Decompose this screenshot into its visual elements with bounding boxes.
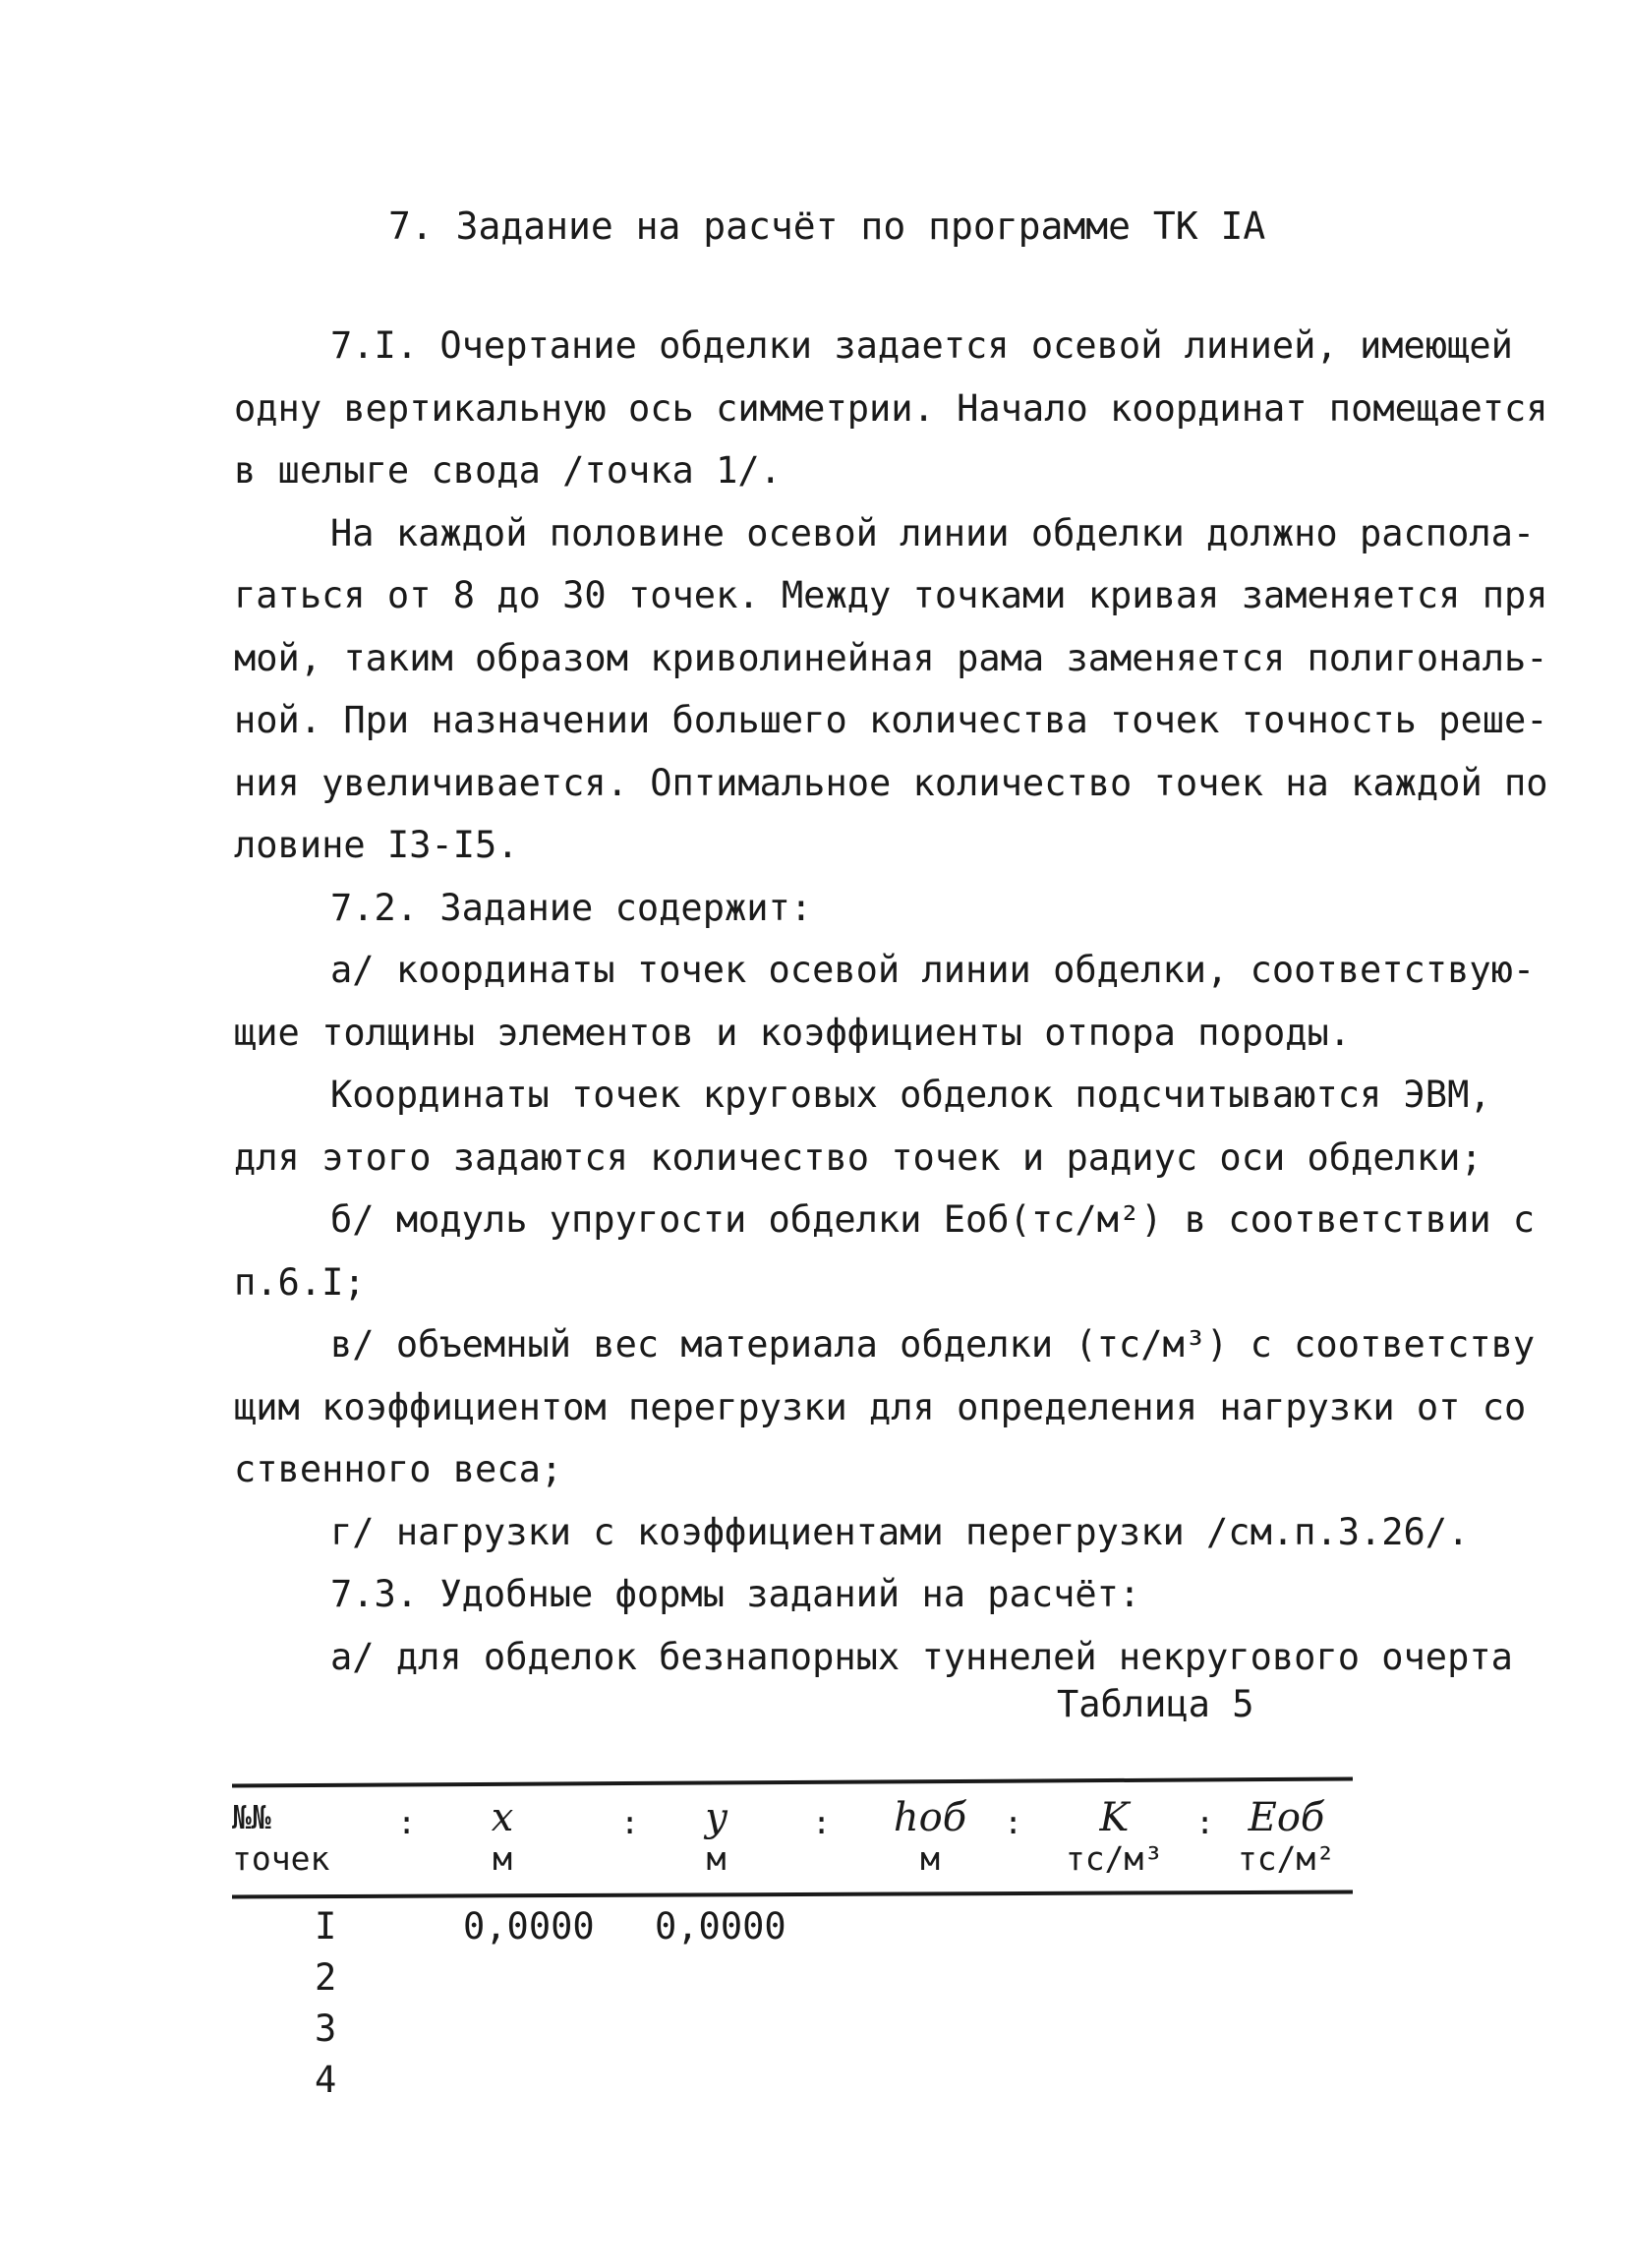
text-line: а/ координаты точек осевой линии обделки, соответствую- bbox=[330, 949, 1536, 991]
header-h-unit: м bbox=[920, 1839, 940, 1878]
header-h bbox=[842, 1797, 1018, 1880]
text-line: для этого задаются количество точек и радиус оси обделки; bbox=[234, 1135, 1483, 1179]
text-line: ния увеличивается. Оптимальное количество точек на каждой по bbox=[234, 761, 1548, 804]
row-number: 4 bbox=[315, 2059, 337, 2101]
header-separator: : bbox=[1195, 1804, 1215, 1841]
row-number: 3 bbox=[315, 2007, 337, 2050]
table-caption: Таблица 5 bbox=[1057, 1683, 1254, 1725]
header-x bbox=[429, 1797, 576, 1880]
table-row bbox=[232, 2007, 1353, 2059]
table-header-rule bbox=[232, 1890, 1353, 1899]
text-line: Координаты точек круговых обделок подсчитываются ЭВМ, bbox=[330, 1074, 1491, 1116]
text-line: 7.3. Удобные формы заданий на расчёт: bbox=[330, 1573, 1141, 1615]
text-line: б/ модуль упругости обделки Eоб(тс/м²) в соответствии с bbox=[330, 1198, 1536, 1241]
row-number: 2 bbox=[315, 1956, 337, 1999]
section-title: 7. Задание на расчёт по программе ТК IA bbox=[388, 204, 1266, 248]
header-e-unit: тс/м² bbox=[1237, 1839, 1336, 1878]
text-line: в шелыге свода /точка 1/. bbox=[234, 449, 782, 492]
row-x-value: 0,0000 bbox=[463, 1905, 595, 1948]
header-k-unit: тс/м³ bbox=[1065, 1839, 1164, 1878]
header-h-symbol: hоб bbox=[893, 1795, 967, 1840]
text-line: ственного веса; bbox=[234, 1448, 563, 1490]
header-separator: : bbox=[1004, 1804, 1023, 1841]
table-row bbox=[232, 2059, 1353, 2110]
header-separator: : bbox=[812, 1804, 832, 1841]
header-x-unit: м bbox=[493, 1839, 512, 1878]
header-y bbox=[650, 1797, 783, 1880]
header-x-symbol: x bbox=[491, 1795, 514, 1840]
header-e bbox=[1220, 1797, 1353, 1880]
table-top-rule bbox=[232, 1777, 1353, 1788]
text-line: ловине I3-I5. bbox=[234, 824, 519, 866]
text-line: щие толщины элементов и коэффициенты отпора породы. bbox=[234, 1011, 1352, 1054]
header-y-unit: м bbox=[706, 1839, 727, 1878]
table-body bbox=[232, 1905, 1353, 2110]
table-row bbox=[232, 1905, 1353, 1956]
header-separator: : bbox=[620, 1804, 640, 1841]
text-line: гаться от 8 до 30 точек. Между точками кривая заменяется пря bbox=[234, 574, 1548, 616]
text-line: а/ для обделок безнапорных туннелей некругового очерта bbox=[330, 1635, 1513, 1678]
header-separator: : bbox=[397, 1804, 417, 1841]
text-line: щим коэффициентом перегрузки для определения нагрузки от со bbox=[234, 1385, 1527, 1428]
text-line: 7.2. Задание содержит: bbox=[330, 886, 813, 929]
header-y-symbol: y bbox=[705, 1795, 727, 1840]
header-num-bottom: точек bbox=[232, 1839, 330, 1878]
header-k bbox=[1028, 1797, 1200, 1880]
text-line: 7.I. Очертание обделки задается осевой линией, имеющей bbox=[330, 324, 1513, 367]
header-e-symbol: Eоб bbox=[1248, 1795, 1325, 1840]
row-number: I bbox=[315, 1905, 337, 1948]
row-y-value: 0,0000 bbox=[655, 1905, 786, 1948]
text-line: п.6.I; bbox=[234, 1260, 366, 1304]
text-line: мой, таким образом криволинейная рама заменяется полигональ- bbox=[234, 636, 1548, 679]
text-line: На каждой половине осевой линии обделки должно распола- bbox=[330, 511, 1536, 554]
text-line: ной. При назначении большего количества точек точность реше- bbox=[234, 699, 1548, 741]
table-row bbox=[232, 1956, 1353, 2007]
text-line: г/ нагрузки с коэффициентами перегрузки /см.п.3.26/. bbox=[330, 1510, 1470, 1553]
table-header bbox=[232, 1797, 1353, 1888]
header-k-symbol: K bbox=[1099, 1795, 1130, 1840]
body-text bbox=[234, 315, 1548, 1688]
text-line: одну вертикальную ось симметрии. Начало координат помещается bbox=[234, 386, 1548, 430]
text-line: в/ объемный вес материала обделки (тс/м³) с соответству bbox=[330, 1323, 1536, 1366]
header-num-top: №№ bbox=[232, 1798, 271, 1836]
header-num bbox=[232, 1797, 360, 1880]
